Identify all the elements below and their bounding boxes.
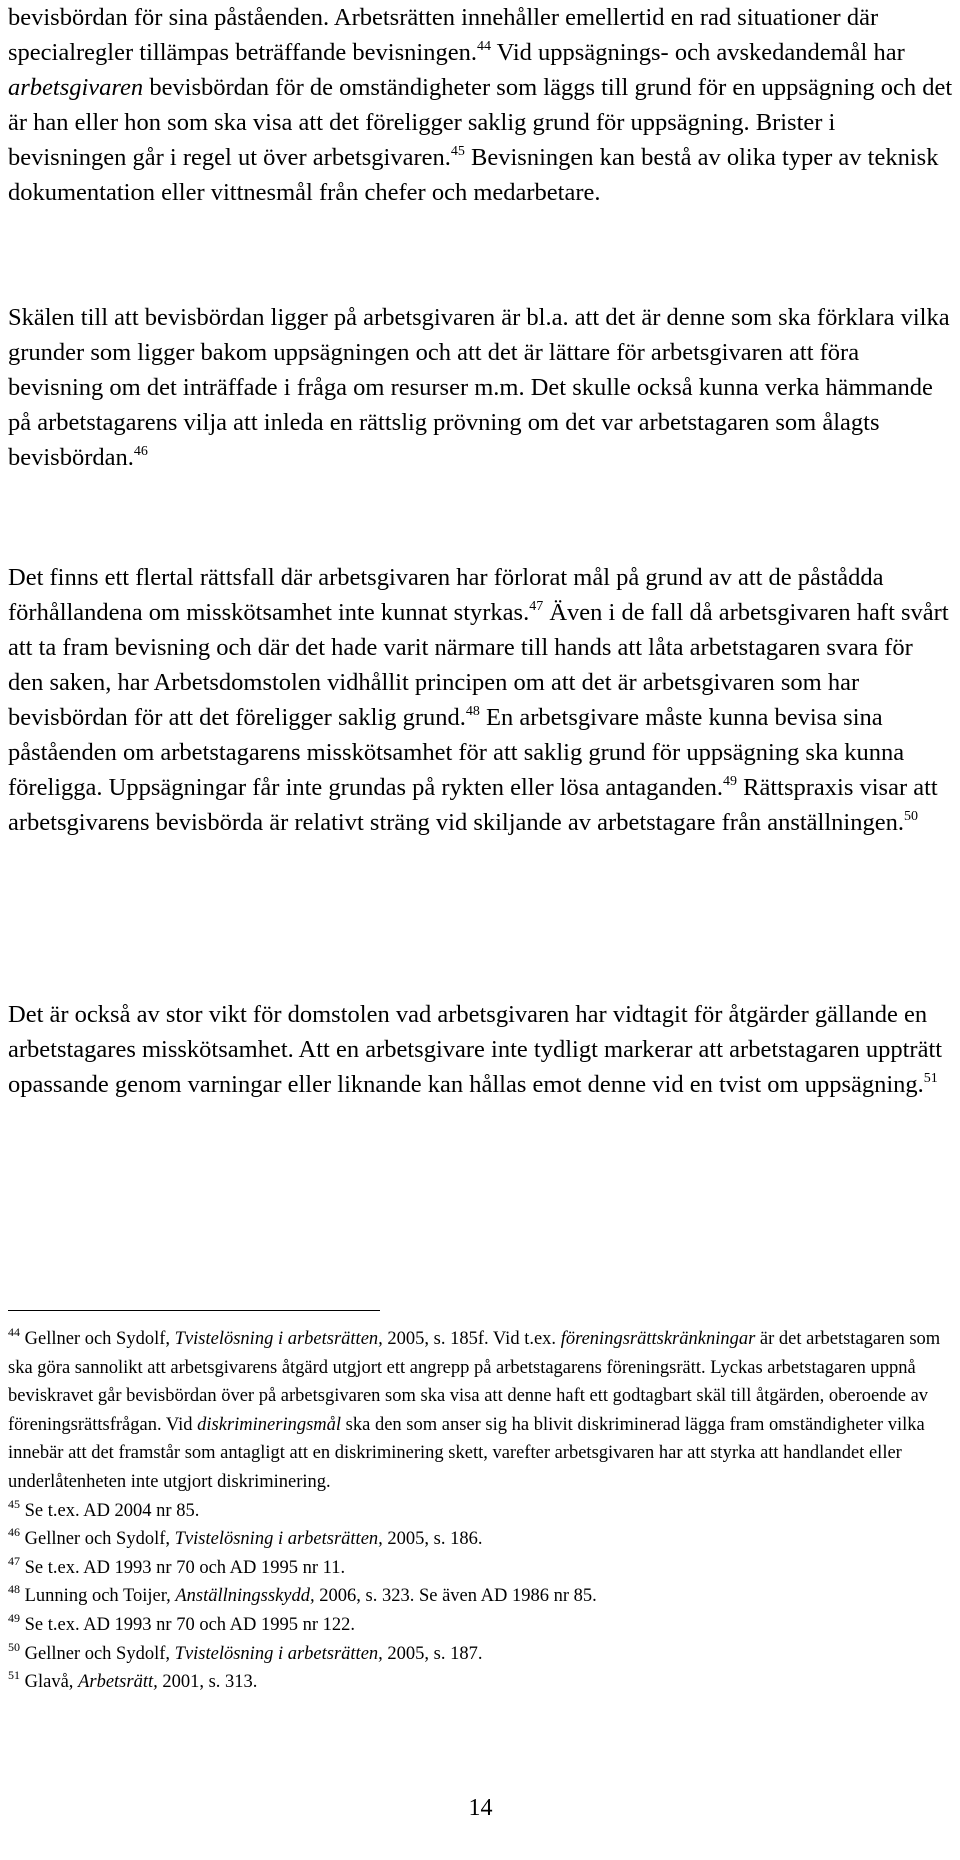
footnotes-section	[8, 1325, 953, 1697]
footnote-emphasis: Tvistelösning i arbetsrätten,	[174, 1529, 383, 1550]
footnote-51	[8, 1668, 953, 1697]
footnote-emphasis: föreningsrättskränkningar	[560, 1329, 756, 1349]
footnote-text: är det arbetstagaren som ska göra sannolikt att arbetsgivarens åtgärd utgjort ett angrepp på arbetstagarens föreningsrätt. Lyckas arbetstagaren uppnå beviskravet går bevisbördan över på arbetsgivaren som ska visa att denne haft ett godtagbart skäl till åtgärden, oberoende av föreningsrättsfrågan. Vid	[8, 1329, 941, 1435]
paragraph-reasons	[8, 300, 953, 475]
paragraph-text: Rättspraxis visar att arbetsgivarens bevisbörda är relativt sträng vid skiljande av arbetstagare från anställningen.	[8, 774, 938, 836]
footnote-number: 50	[8, 1639, 20, 1654]
footnote-text: Gellner och Sydolf,	[20, 1529, 175, 1550]
footnote-text: 2001, s. 313.	[157, 1672, 258, 1693]
footnote-emphasis: diskrimineringsmål	[197, 1414, 342, 1435]
footnote-emphasis: Arbetsrätt,	[78, 1672, 158, 1693]
paragraph-text: Det finns ett flertal rättsfall där arbetsgivaren har förlorat mål på grund av att de påstådda förhållandena om misskötsamhet inte kunnat styrkas.	[8, 564, 884, 626]
footnote-ref-49[interactable]: 49	[723, 774, 737, 789]
footnote-45	[8, 1497, 953, 1526]
footnote-text: Lunning och Toijer,	[20, 1586, 176, 1607]
footnote-emphasis: Tvistelösning i arbetsrätten,	[174, 1329, 383, 1349]
footnote-49	[8, 1611, 953, 1640]
document-page	[8, 0, 953, 1860]
footnote-50	[8, 1640, 953, 1669]
paragraph-text: Det är också av stor vikt för domstolen vad arbetsgivaren har vidtagit för åtgärder gällande en arbetstagares misskötsamhet. Att en arbetsgivare inte tydligt markerar att arbetstagaren uppträtt opassande genom varningar eller liknande kan hållas emot denne vid en tvist om uppsägning.	[8, 1001, 943, 1098]
paragraph-text: bevisbördan för de omständigheter som läggs till grund för en uppsägning och det är han eller hon som ska visa att det föreligger saklig grund för uppsägning. Brister i bevisningen går i regel ut över arbetsgivaren.	[8, 74, 953, 171]
footnote-48	[8, 1582, 953, 1611]
footnote-text: Glavå,	[20, 1672, 79, 1693]
footnote-44	[8, 1325, 953, 1497]
footnote-text: 2006, s. 323. Se även AD 1986 nr 85.	[314, 1586, 597, 1607]
footnote-ref-46[interactable]: 46	[133, 444, 148, 459]
paragraph-burden-of-proof	[8, 0, 953, 210]
footnote-emphasis: Tvistelösning i arbetsrätten,	[174, 1643, 383, 1664]
footnote-number: 48	[8, 1582, 20, 1597]
footnote-text: Se t.ex. AD 1993 nr 70 och AD 1995 nr 11.	[20, 1557, 346, 1578]
paragraph-case-law	[8, 560, 953, 840]
footnote-ref-45[interactable]: 45	[450, 144, 465, 159]
paragraph-text: Bevisningen kan bestå av olika typer av teknisk dokumentation eller vittnesmål från chefer och medarbetare.	[8, 144, 939, 206]
footnote-text: Se t.ex. AD 2004 nr 85.	[20, 1500, 200, 1521]
footnote-ref-47[interactable]: 47	[529, 599, 544, 614]
page-number: 14	[468, 1795, 493, 1821]
footnote-ref-50[interactable]: 50	[903, 809, 918, 824]
paragraph-text: Skälen till att bevisbördan ligger på arbetsgivaren är bl.a. att det är denne som ska förklara vilka grunder som ligger bakom uppsägningen och att det är lättare för arbetsgivaren att föra bevisning om det inträffade i fråga om resurser m.m. Det skulle också kunna verka hämmande på arbetstagarens vilja att inleda en rättslig prövning om det var arbetstagaren som ålagts bevisbördan.	[8, 304, 950, 471]
footnote-ref-48[interactable]: 48	[465, 704, 480, 719]
footnote-number: 46	[8, 1525, 20, 1540]
footnote-number: 51	[8, 1668, 20, 1683]
paragraph-employer-actions	[8, 997, 953, 1102]
footnote-ref-44[interactable]: 44	[476, 39, 491, 54]
footnote-number: 47	[8, 1553, 20, 1568]
footnote-text: Gellner och Sydolf,	[20, 1643, 175, 1664]
footnote-47	[8, 1554, 953, 1583]
paragraph-text: En arbetsgivare måste kunna bevisa sina påståenden om arbetstagarens misskötsamhet för att saklig grund för uppsägning ska kunna föreligga. Uppsägningar får inte grundas på rykten eller lösa antaganden.	[8, 704, 905, 801]
footnote-text: 2005, s. 187.	[382, 1643, 483, 1664]
footnote-text: 2005, s. 186.	[382, 1529, 483, 1550]
footnote-number: 49	[8, 1610, 20, 1625]
footnote-emphasis: Anställningsskydd,	[175, 1586, 315, 1607]
paragraph-text: bevisbördan för sina påståenden. Arbetsrätten innehåller emellertid en rad situationer där specialregler tillämpas beträffande bevisningen.	[8, 4, 879, 66]
paragraph-text: Vid uppsägnings- och avskedandemål har	[490, 39, 905, 66]
footnote-number: 45	[8, 1496, 20, 1511]
footnote-text: Se t.ex. AD 1993 nr 70 och AD 1995 nr 122.	[20, 1614, 356, 1635]
footnote-number: 44	[8, 1325, 20, 1339]
paragraph-text: Även i de fall då arbetsgivaren haft svårt att ta fram bevisning och där det hade varit närmare till hands att låta arbetstagaren svara för den saken, har Arbetsdomstolen vidhållit principen om att det är arbetsgivaren som har bevisbördan för att det föreligger saklig grund.	[8, 599, 949, 731]
footnote-text: 2005, s. 185f. Vid t.ex.	[382, 1329, 561, 1349]
footnote-divider	[8, 1310, 380, 1311]
footnote-ref-51[interactable]: 51	[923, 1071, 938, 1086]
emphasis-text: arbetsgivaren	[8, 74, 144, 101]
footnote-46	[8, 1525, 953, 1554]
footnote-text: Gellner och Sydolf,	[20, 1329, 175, 1349]
footnote-text: ska den som anser sig ha blivit diskriminerad lägga fram omständigheter vilka innebär att det framstår som antagligt att en diskriminering skett, varefter arbetsgivaren har att styrka att handlandet eller underlåtenheten inte utgjort diskriminering.	[8, 1414, 925, 1492]
